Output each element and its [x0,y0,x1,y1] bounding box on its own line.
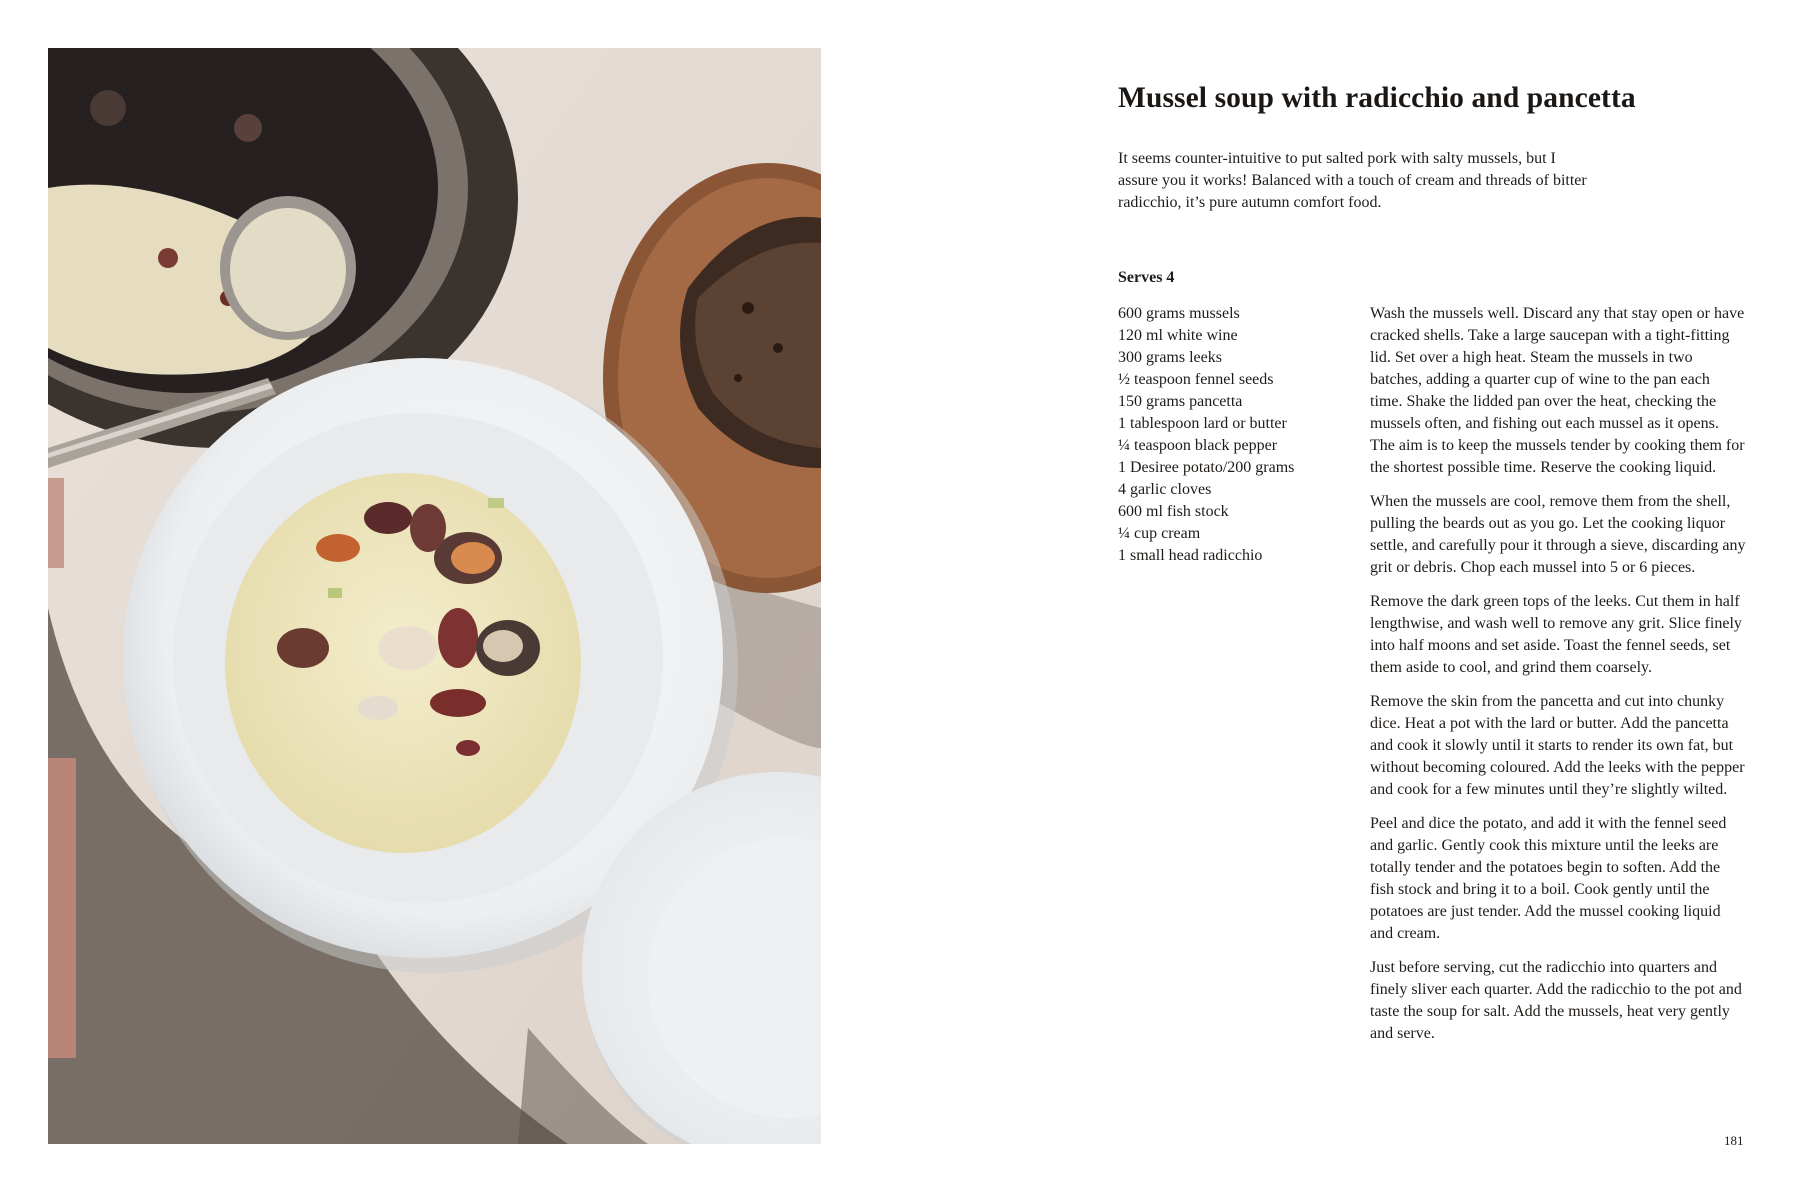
ingredient-item: ¼ teaspoon black pepper [1118,437,1278,454]
ingredients-list [1118,303,1358,567]
method-step: Wash the mussels well. Discard any that stay open or have cracked shells. Take a large saucepan with a tight-fitting lid. Set over a high heat. Steam the mussels in two batches, adding a quarter cup of wine to the pan each time. Shake the lidded pan over the heat, checking the mussels often, and fishing out each mussel as it opens. The aim is to keep the mussels tender by cooking them for the shortest possible time. Reserve the cooking liquid. [1370,305,1745,476]
ingredient-item: 1 tablespoon lard or butter [1118,415,1287,432]
method-step: Remove the dark green tops of the leeks. Cut them in half lengthwise, and wash well to remove any grit. Slice finely into half moons and set aside. Toast the fennel seeds, set them aside to cool, and grind them coarsely. [1370,593,1742,676]
napkin [48,758,76,1058]
ingredient-item: 120 ml white wine [1118,327,1238,344]
recipe-intro: It seems counter-intuitive to put salted pork with salty mussels, but I assure you it works! Balanced with a touch of cream and threads of bitter radicchio, it’s pure autumn comfort food. [1118,150,1587,211]
method-step: When the mussels are cool, remove them from the shell, pulling the beards out as you go. Let the cooking liquor settle, and carefully pour it through a sieve, discarding any grit or debris. Chop each mussel into 5 or 6 pieces. [1370,493,1746,576]
ingredient-item: 4 garlic cloves [1118,481,1212,498]
method-step: Peel and dice the potato, and add it with the fennel seed and garlic. Gently cook this mixture until the leeks are totally tender and the potatoes begin to soften. Add the fish stock and bring it to a boil. Cook gently until the potatoes are just tender. Add the mussel cooking liquid and cream. [1370,815,1727,942]
ingredient-item: ½ teaspoon fennel seeds [1118,371,1274,388]
ingredient-item: 300 grams leeks [1118,349,1222,366]
ingredient-item: ¼ cup cream [1118,525,1201,542]
method-steps [1370,303,1746,1057]
ingredient-item: 1 Desiree potato/200 grams [1118,459,1295,476]
recipe-title: Mussel soup with radicchio and pancetta [1118,82,1636,114]
soup-photo [48,48,821,1144]
method-step: Remove the skin from the pancetta and cut into chunky dice. Heat a pot with the lard or butter. Add the pancetta and cook it slowly until it starts to render its own fat, but without becoming coloured. Add the leeks with the pepper and cook for a few minutes until they’re slightly wilted. [1370,693,1745,798]
ingredient-item: 1 small head radicchio [1118,547,1263,564]
ingredient-item: 600 grams mussels [1118,305,1240,322]
ingredient-item: 150 grams pancetta [1118,393,1243,410]
serves-label: Serves 4 [1118,269,1175,286]
ingredient-item: 600 ml fish stock [1118,503,1229,520]
method-step: Just before serving, cut the radicchio into quarters and finely sliver each quarter. Add the radicchio to the pot and taste the soup for salt. Add the mussels, heat very gently and serve. [1370,959,1742,1042]
page-number: 181 [1724,1133,1744,1148]
